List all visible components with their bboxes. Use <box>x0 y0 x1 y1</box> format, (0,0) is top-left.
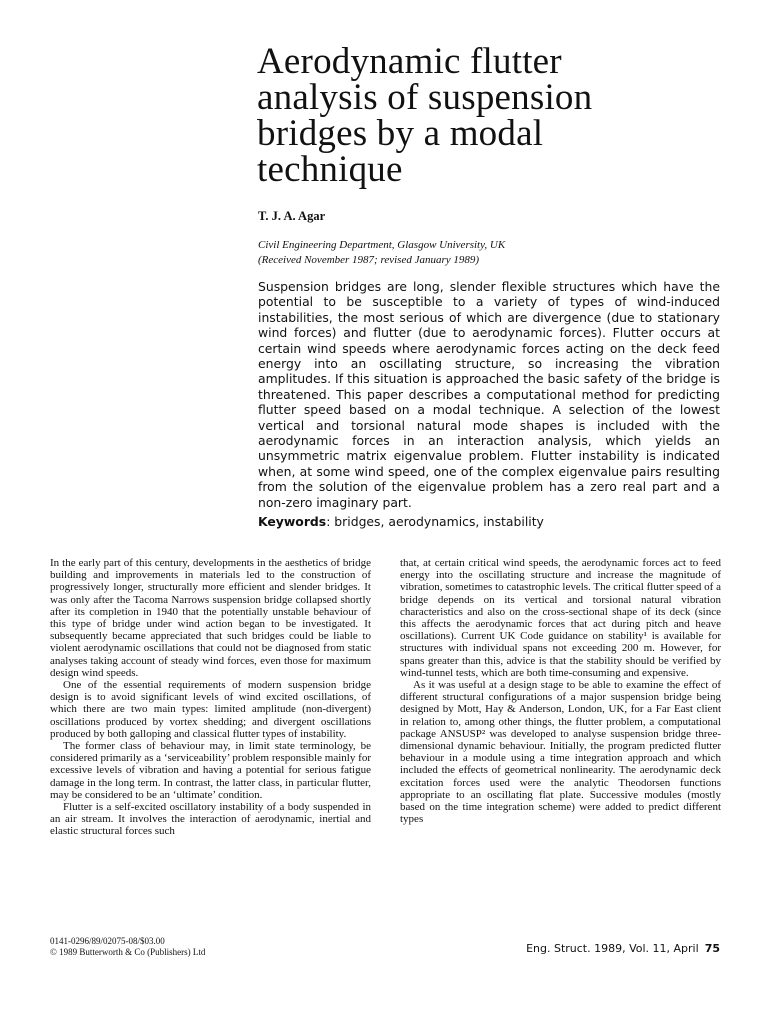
received-dates: (Received November 1987; revised January 1989) <box>258 254 480 266</box>
abstract: Suspension bridges are long, slender flexible structures which have the potential to be susceptible to a variety of types of wind-induced instabilities, the most serious of which are divergence (due to stationary wind forces) and flutter (due to aerodynamic forces). Flutter occurs at certain wind speeds where aerodynamic forces acting on the deck feed energy into an oscillating structure, so increasing the vibration amplitudes. If this situation is approached the basic safety of the bridge is threatened. This paper describes a computational method for predicting flutter speed based on a modal technique. A selection of the lowest vertical and torsional natural mode shapes is included with the aerodynamic forces in an interaction analysis, which yields an unsymmetric matrix eigenvalue problem. Flutter instability is indicated when, at some wind speed, one of the complex eigenvalue pairs resulting from the solution of the eigenvalue problem has a zero real part and a non-zero imaginary part. <box>258 279 720 510</box>
title-line: bridges by a modal <box>257 113 544 154</box>
affiliation-block <box>258 238 718 268</box>
affiliation: Civil Engineering Department, Glasgow University, UK <box>258 239 506 251</box>
publication-code: 0141-0296/89/02075-08/$03.00 <box>50 936 165 946</box>
copyright-notice: © 1989 Butterworth & Co (Publishers) Ltd <box>50 947 206 957</box>
title-line: technique <box>257 149 403 190</box>
page-number: 75 <box>704 942 720 955</box>
body-paragraph: Flutter is a self-excited oscillatory instability of a body suspended in an air stream. It involves the interaction of aerodynamic, inertial and elastic structural forces such <box>50 801 371 838</box>
keywords-line <box>258 514 544 529</box>
body-paragraph: that, at certain critical wind speeds, the aerodynamic forces act to feed energy into the oscillating structure and increase the magnitude of vibration, sometimes to catastrophic levels. The critical flutter speed of a bridge depends on its vertical and torsional natural vibration characteristics and also on the cross-sectional shape of its deck (since this affects the aerodynamic forces that act during pitch and heave oscillations). Current UK Code guidance on stability¹ is available for structures with individual spans not exceeding 200 m. However, for spans greater than this, advice is that the stability should be verified by wind-tunnel tests, which are both time-consuming and expensive. <box>400 557 721 679</box>
title-line: Aerodynamic flutter <box>257 41 562 82</box>
journal-citation: Eng. Struct. 1989, Vol. 11, April <box>526 942 699 955</box>
body-paragraph: The former class of behaviour may, in limit state terminology, be considered primarily as a ‘serviceability’ problem responsible mainly for excessive levels of vibration and having a potential for serious fatigue damage in the long term. In contrast, the latter class, in particular flutter, may be considered to be an ‘ultimate’ condition. <box>50 740 371 801</box>
body-paragraph: In the early part of this century, developments in the aesthetics of bridge building and improvements in materials led to the construction of progressively longer, structurally more efficient and slender bridges. It was only after the Tacoma Narrows suspension bridge collapsed shortly after its completion in 1940 that the potentially unstable behaviour of this type of bridge under wind action began to be investigated. It subsequently became appreciated that such bridges could be liable to violent aerodynamic oscillations that could not be diagnosed from static analyses taking account of steady wind forces, even those for maximum design wind speeds. <box>50 557 371 679</box>
body-paragraph: One of the essential requirements of modern suspension bridge design is to avoid significant levels of wind excited oscillations, of which there are two main types: limited amplitude (non-divergent) oscillations produced by vortex shedding; and divergent oscillations produced by both galloping and classical flutter types of instability. <box>50 679 371 740</box>
title-line: analysis of suspension <box>257 77 593 118</box>
body-column-left <box>50 557 371 838</box>
body-paragraph: As it was useful at a design stage to be able to examine the effect of different structural configurations of a major suspension bridge being designed by Mott, Hay & Anderson, London, UK, for a Far East client in relation to, among other things, the flutter problem, a computational package ANSUSP² was developed to analyse suspension bridge three-dimensional dynamic behaviour. Initially, the program predicted flutter behaviour in a module using a time integration approach and which included the effects of geometrical nonlinearity. The aerodynamic deck excitation forces used were the analytic Theodorsen functions appropriate to an oscillating flat plate. Successive modules (mostly based on the time integration scheme) were added to predict different types <box>400 679 721 826</box>
body-column-right <box>400 557 721 825</box>
keywords-list: : bridges, aerodynamics, instability <box>326 514 544 529</box>
footer-publisher <box>50 936 205 958</box>
article-title <box>257 41 737 190</box>
keywords-label: Keywords <box>258 514 327 529</box>
author-name: T. J. A. Agar <box>258 209 326 223</box>
footer-journal <box>526 942 720 955</box>
